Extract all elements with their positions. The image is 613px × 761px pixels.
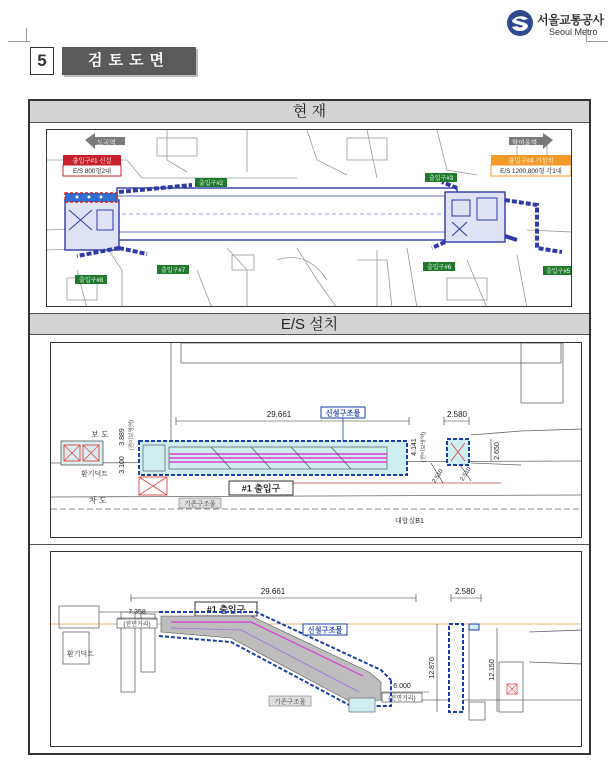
plan-dim-right: 2.580: [446, 410, 468, 419]
plan-dim-left-top: 3.889: [119, 428, 126, 446]
plan-existing-structure-label: [179, 498, 221, 508]
plan-label-plaza: 대합실B1: [395, 518, 424, 525]
section-dim-bottom: 6.000: [393, 683, 411, 690]
logo-korean-text: 서울교통공사: [537, 13, 604, 27]
plan-label-duct: 환기덕트: [81, 471, 109, 478]
new-exit-callout: [63, 155, 121, 176]
install-plan-drawing: [51, 343, 582, 538]
section-dim-length: 29.661: [260, 587, 286, 596]
exit-tag-7: [157, 265, 189, 274]
svg-text:(전면거리): (전면거리): [123, 622, 151, 628]
section-label-new-structure: 신설구조물: [307, 625, 343, 635]
install-section-view: [50, 551, 582, 747]
exit-tag-2: [195, 178, 227, 187]
plan-dim-height: 2.650: [494, 442, 501, 460]
section-dim-left-note-box: [117, 619, 157, 628]
seoul-metro-emblem-icon: [506, 9, 534, 37]
plan-label-road: 차 도: [89, 496, 107, 505]
new-exit-highlight: [65, 193, 117, 202]
exit-tag-8: [75, 275, 107, 284]
exit-tag-6: [423, 262, 455, 271]
drawing-frame: [28, 99, 591, 755]
section-label-duct: 환기덕트: [67, 651, 95, 658]
panel-divider: [30, 544, 589, 545]
plan-label-exit: #1 출입구: [241, 483, 281, 494]
plan-label-sidewalk: 보 도: [91, 430, 109, 439]
crop-mark-right-vertical: [586, 28, 587, 42]
svg-text:출입구#3: 출입구#3: [428, 176, 454, 182]
crop-mark-left-vertical: [26, 28, 27, 42]
install-section-drawing: [51, 552, 582, 747]
svg-text:출입구#7: 출입구#7: [160, 268, 186, 274]
new-structure-label-box: [321, 407, 365, 418]
new-elevator-box: [447, 439, 469, 465]
section-title: 검토도면: [62, 47, 196, 75]
svg-text:출입구#6: 출입구#6: [426, 265, 452, 271]
plan-dim-mid: 4.141: [411, 438, 418, 456]
plan-dim-left-bottom: 3.100: [119, 456, 126, 474]
arrow-right-label: 학여울역: [512, 139, 538, 147]
section-existing-structure-label: [269, 696, 311, 706]
seoul-metro-logo: [506, 8, 610, 40]
svg-text:기존구조물: 기존구조물: [184, 500, 216, 508]
arrow-right-direction: [509, 133, 553, 149]
svg-text:기존구조물: 기존구조물: [274, 698, 306, 706]
plan-dim-diag-a: 2.510: [431, 468, 445, 485]
station-structure: [65, 182, 562, 256]
section-number: 5: [30, 47, 54, 75]
current-site-plan-drawing: [47, 130, 572, 307]
section-dim-bottom-note-box: [382, 693, 422, 702]
svg-text:출입구#8: 출입구#8: [78, 278, 104, 284]
section-dim-left: 7.358: [128, 609, 146, 616]
section-dim-vert-a: 12.870: [429, 657, 436, 679]
arrow-left-label: 도곡역: [97, 139, 116, 147]
existing-duct-lower: [139, 477, 167, 495]
existing-exit-spec: E/S 1200,800형 각1대: [500, 168, 562, 175]
svg-text:출입구#2: 출입구#2: [198, 181, 224, 187]
svg-text:출입구#5: 출입구#5: [545, 269, 571, 275]
section-exit-label-box: [195, 602, 257, 616]
logo-english-text: Seoul Metro: [549, 27, 598, 37]
exit-tag-3: [425, 173, 457, 182]
plan-label-new-structure: 신설구조물: [325, 408, 361, 418]
ventilation-duct: [61, 441, 103, 465]
plan-dim-length: 29.661: [266, 410, 292, 419]
band-current: 현 재: [30, 101, 589, 123]
existing-exit-label: 출입구#4 기설치: [508, 157, 554, 165]
arrow-left-direction: [85, 133, 125, 149]
section-new-structure-label-box: [303, 624, 347, 635]
band-install: E/S 설치: [30, 313, 589, 335]
section-elevator-shaft: [449, 624, 517, 712]
section-dim-right: 2.580: [454, 587, 476, 596]
plan-dim-left-note: (전이보영역): [129, 419, 135, 451]
new-exit-spec: E/S 800형2대: [72, 168, 112, 175]
current-site-plan: [46, 129, 572, 307]
install-plan-view: [50, 342, 582, 538]
new-exit-label: 출입구#1 신설: [72, 157, 112, 165]
plan-exit-label-box: [229, 481, 293, 495]
plan-dim-mid-note: (전이보영역): [421, 431, 427, 463]
new-escalator-structure: [139, 441, 407, 475]
exit-tag-5: [543, 266, 572, 275]
existing-exit-callout: [491, 155, 571, 176]
plan-dim-diag-b: 2.510: [459, 466, 473, 483]
svg-text:(전면거리): (전면거리): [388, 696, 416, 702]
crop-mark-right: [586, 41, 608, 42]
section-dim-vert-b: 12.150: [489, 659, 496, 681]
section-label-exit: #1 출입구: [206, 604, 246, 615]
